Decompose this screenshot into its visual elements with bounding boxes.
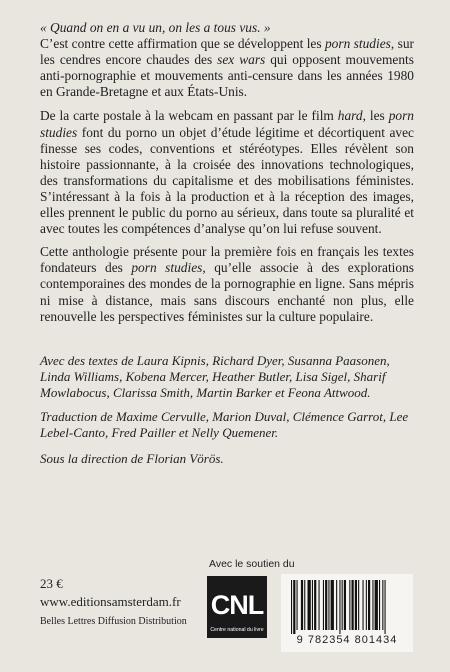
paragraph-2-text-a: De la carte postale à la webcam en passant par le film xyxy=(40,108,338,124)
authors-credit: Avec des textes de Laura Kipnis, Richard Dyer, Susanna Paasonen, Linda Williams, Kobena Mercer, Heather Butler, Lisa Sigel, Sharif Mowlabocus, Clarissa Smith, Martin Barker et Feona Attwood. xyxy=(40,352,390,400)
barcode-bar xyxy=(379,580,380,630)
cnl-logo-caption: Centre national du livre xyxy=(210,627,264,633)
credits-block xyxy=(40,353,414,467)
price: 23 € xyxy=(40,576,63,591)
barcode-bar xyxy=(308,580,311,630)
paragraph-2-emphasis-b: porn studies xyxy=(40,108,414,140)
paragraph-1-text-c: qui opposent mouvements anti-pornographie et mouvements anti-censure dans les années 1980 en Grande-Bretagne et aux États-Unis. xyxy=(40,52,414,100)
barcode-bar xyxy=(336,580,337,630)
paragraph-2 xyxy=(40,108,414,237)
barcode-icon xyxy=(289,580,405,634)
barcode-bar xyxy=(363,580,364,630)
paragraph-2-text-c: font du porno un objet d’étude légitime et décortiquent avec finesse ses codes, conventions et stéréotypes. Elles révèlent son histoire passionnante, à la croisée des innovations technologiques, des transformations du capitalisme et des mobilisations féministes. S’intéressant à la fois à la production et à la réception des images, elles prennent le public du porno au sérieux, dans toute sa pluralité et avec toutes les compétences d’analyse qu’on lui refuse souvent. xyxy=(40,124,414,237)
paragraph-2-text-b: , les xyxy=(362,108,389,124)
barcode-bar xyxy=(291,580,292,634)
barcode-bar xyxy=(312,580,313,630)
barcode-bar xyxy=(328,580,329,630)
translators-credit: Traduction de Maxime Cervulle, Marion Duval, Clémence Garrot, Lee Lebel-Canto, Fred Pailler et Nelly Quemener. xyxy=(40,408,409,440)
isbn-barcode xyxy=(281,574,413,652)
barcode-bar xyxy=(352,580,354,630)
barcode-bar xyxy=(325,580,327,630)
support-label: Avec le soutien du xyxy=(209,558,295,570)
barcode-bar xyxy=(382,580,383,630)
barcode-bar xyxy=(358,580,359,630)
barcode-bar xyxy=(372,580,373,630)
barcode-bar xyxy=(297,580,298,630)
isbn-digits: 9 782354 801434 xyxy=(296,634,398,646)
barcode-bar xyxy=(331,580,334,630)
director-credit: Sous la direction de Florian Vörös. xyxy=(40,450,224,466)
distribution-note: Belles Lettres Diffusion Distribution xyxy=(40,616,187,627)
barcode-bar xyxy=(368,580,370,630)
opening-quote: « Quand on en a vu un, on les a tous vus. » xyxy=(40,20,271,35)
barcode-bar xyxy=(349,580,350,630)
paragraph-3-text-a: Cette anthologie présente pour la première fois en français les textes fondateurs des xyxy=(40,244,414,276)
support-and-barcode xyxy=(207,558,412,653)
barcode-bar xyxy=(301,580,303,630)
blurb-column xyxy=(40,20,414,467)
paragraph-1-text-b: , sur les cendres encore chaudes des xyxy=(40,36,415,68)
barcode-bar xyxy=(342,580,343,630)
barcode-bar xyxy=(304,580,305,630)
barcode-bar xyxy=(385,580,386,634)
paragraph-3-text-b: , qu’elle associe à des explorations contemporaines des mondes de la pornographie en ligne. Sans mépris ni mise à distance, mais sans discours enchanté non plus, elle renouvelle les perspectives féministes sur la culture populaire. xyxy=(40,260,415,324)
barcode-bar xyxy=(344,580,346,630)
paragraph-1-text-a: C’est contre cette affirmation que se développent les xyxy=(40,36,325,52)
barcode-bar xyxy=(293,580,295,634)
barcode-bar xyxy=(339,580,340,634)
barcode-bar xyxy=(375,580,378,630)
paragraph-3-emphasis-a: porn studies xyxy=(131,260,203,276)
cnl-logo-icon xyxy=(207,576,267,638)
barcode-bar xyxy=(355,580,357,630)
paragraph-1 xyxy=(40,36,414,100)
website-link[interactable]: www.editionsamsterdam.fr xyxy=(40,594,181,609)
paragraph-1-emphasis-b: sex wars xyxy=(217,52,266,68)
paragraph-1-emphasis-a: porn studies xyxy=(324,36,391,52)
paragraph-3 xyxy=(40,244,414,324)
barcode-bar xyxy=(323,580,324,630)
paragraph-2-emphasis-a: hard xyxy=(337,108,363,124)
cnl-logo-letters: CNL xyxy=(210,590,264,620)
barcode-bar xyxy=(319,580,320,630)
barcode-bar xyxy=(314,580,316,630)
barcode-bar xyxy=(366,580,367,630)
